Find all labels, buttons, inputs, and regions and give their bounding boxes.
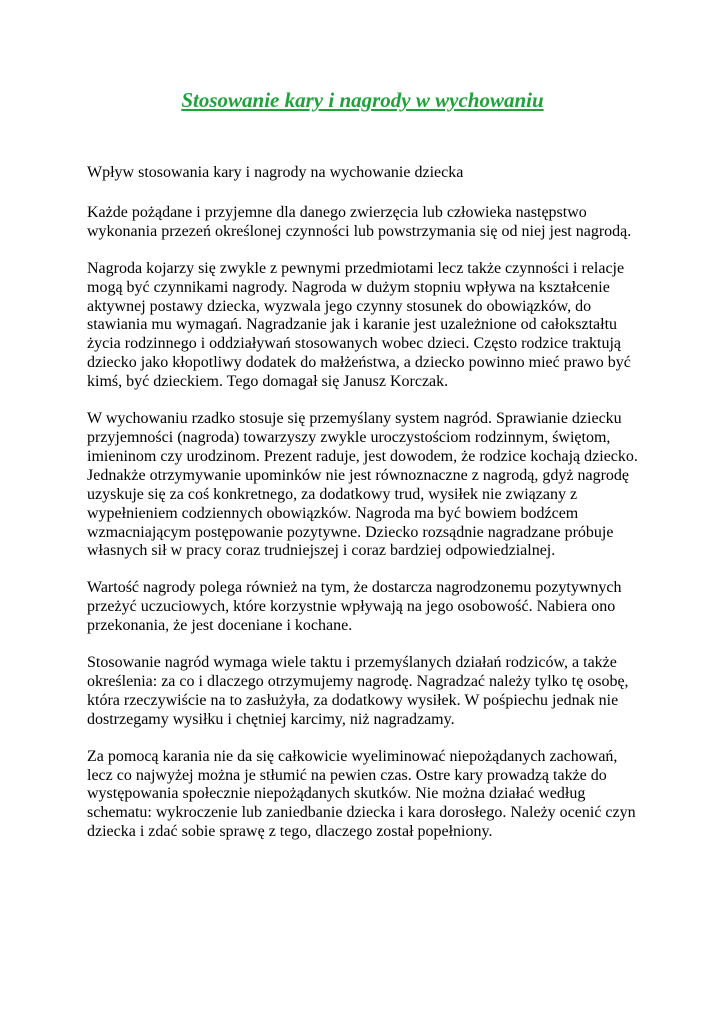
document-subtitle: Wpływ stosowania kary i nagrody na wychowanie dziecka	[87, 164, 464, 181]
paragraph: Wartość nagrody polega również na tym, że dostarcza nagrodzonemu pozytywnych przeżyć uczuciowych, które korzystnie wpływają na jego osobowość. Nabiera ono przekonania, że jest doceniane i kochane.	[87, 579, 622, 635]
paragraph: Za pomocą karania nie da się całkowicie wyeliminować niepożądanych zachowań, lecz co najwyżej można je stłumić na pewien czas. Ostre kary prowadzą także do występowania społecznie niepożądanych skutków. Nie można działać według schematu: wykroczenie lub zaniedbanie dziecka i kara dorosłego. Należy ocenić czyn dziecka i zdać sobie sprawę z tego, dlaczego został popełniony.	[87, 747, 636, 841]
paragraph: Stosowanie nagród wymaga wiele taktu i przemyślanych działań rodziców, a także określenia: za co i dlaczego otrzymujemy nagrodę. Nagradzać należy tylko tę osobę, która rzeczywiście na to zasłużyła, za dodatkowy wysiłek. W pośpiechu jednak nie dostrzegamy wysiłku i chętniej karcimy, niż nagradzamy.	[87, 654, 629, 728]
document-body	[87, 164, 639, 860]
paragraph: W wychowaniu rzadko stosuje się przemyślany system nagród. Sprawianie dziecku przyjemności (nagroda) towarzyszy zwykle uroczystościom rodzinnym, świętom, imieninom czy urodzinom. Prezent raduje, jest dowodem, że rodzice kochają dziecko. Jednakże otrzymywanie upominków nie jest równoznaczne z nagrodą, gdyż nagrodę uzyskuje się za coś konkretnego, za dodatkowy trud, wysiłek nie związany z wypełnieniem codziennych obowiązków. Nagroda ma być bowiem bodźcem wzmacniającym postępowanie pozytywne. Dziecko rozsądnie nagradzane próbuje własnych sił w pracy coraz trudniejszej i coraz bardziej odpowiedzialnej.	[87, 410, 638, 560]
paragraph: Każde pożądane i przyjemne dla danego zwierzęcia lub człowieka następstwo wykonania przezeń określonej czynności lub powstrzymania się od niej jest nagrodą.	[87, 203, 632, 240]
paragraph: Nagroda kojarzy się zwykle z pewnymi przedmiotami lecz także czynności i relacje mogą być czynnikami nagrody. Nagroda w dużym stopniu wpływa na kształcenie aktywnej postawy dziecka, wyzwala jego czynny stosunek do obowiązków, do stawiania mu wymagań. Nagradzanie jak i karanie jest uzależnione od całokształtu życia rodzinnego i oddziaływań stosowanych wobec dzieci. Często rodzice traktują dziecko jako kłopotliwy dodatek do małżeństwa, a dziecko powinno mieć prawo być kimś, być dzieckiem. Tego domagał się Janusz Korczak.	[87, 259, 631, 391]
document-title: Stosowanie kary i nagrody w wychowaniu	[181, 88, 544, 112]
